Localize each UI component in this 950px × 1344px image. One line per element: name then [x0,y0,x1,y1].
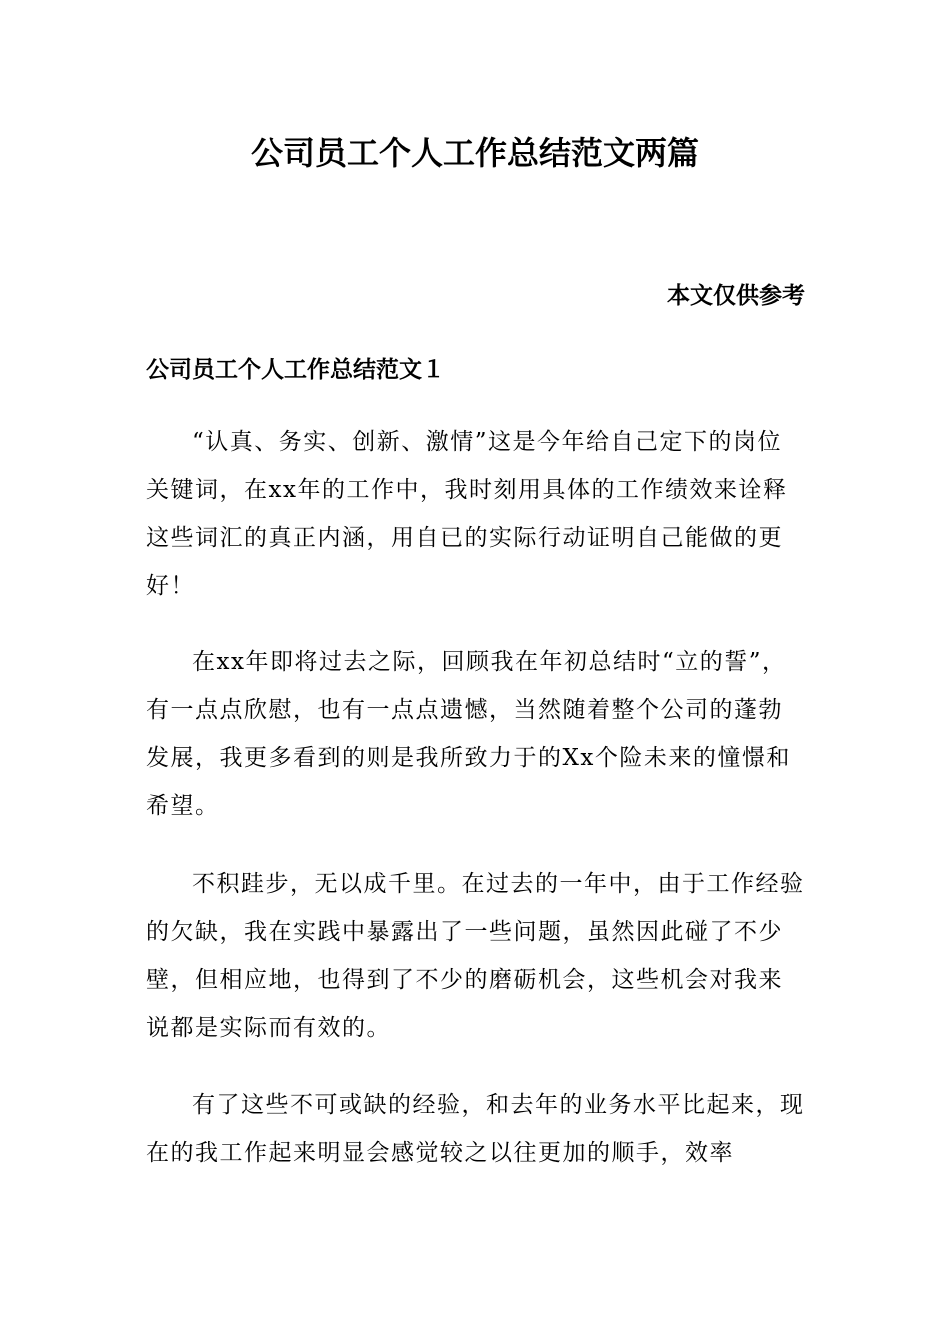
paragraph: 在xx年即将过去之际，回顾我在年初总结时“立的誓”，有一点点欣慰，也有一点点遗憾，当然随着整个公司的蓬勃发展，我更多看到的则是我所致力于的Xx个险未来的憧憬和希望。 [146,649,791,819]
document-title: 公司员工个人工作总结范文两篇 [250,134,699,172]
section-heading: 公司员工个人工作总结范文１ [146,356,445,383]
reference-note: 本文仅供参考 [667,282,805,309]
paragraph: 不积跬步，无以成千里。在过去的一年中，由于工作经验的欠缺，我在实践中暴露出了一些问题，虽然因此碰了不少壁，但相应地，也得到了不少的磨砺机会，这些机会对我来说都是实际而有效的。 [146,871,805,1041]
paragraph: “认真、务实、创新、激情”这是今年给自己定下的岗位关键词，在xx年的工作中，我时刻用具体的工作绩效来诠释这些词汇的真正内涵，用自已的实际行动证明自己能做的更好！ [146,429,788,599]
paragraph: 有了这些不可或缺的经验，和去年的业务水平比起来，现在的我工作起来明显会感觉较之以往更加的顺手，效率 [146,1092,805,1166]
